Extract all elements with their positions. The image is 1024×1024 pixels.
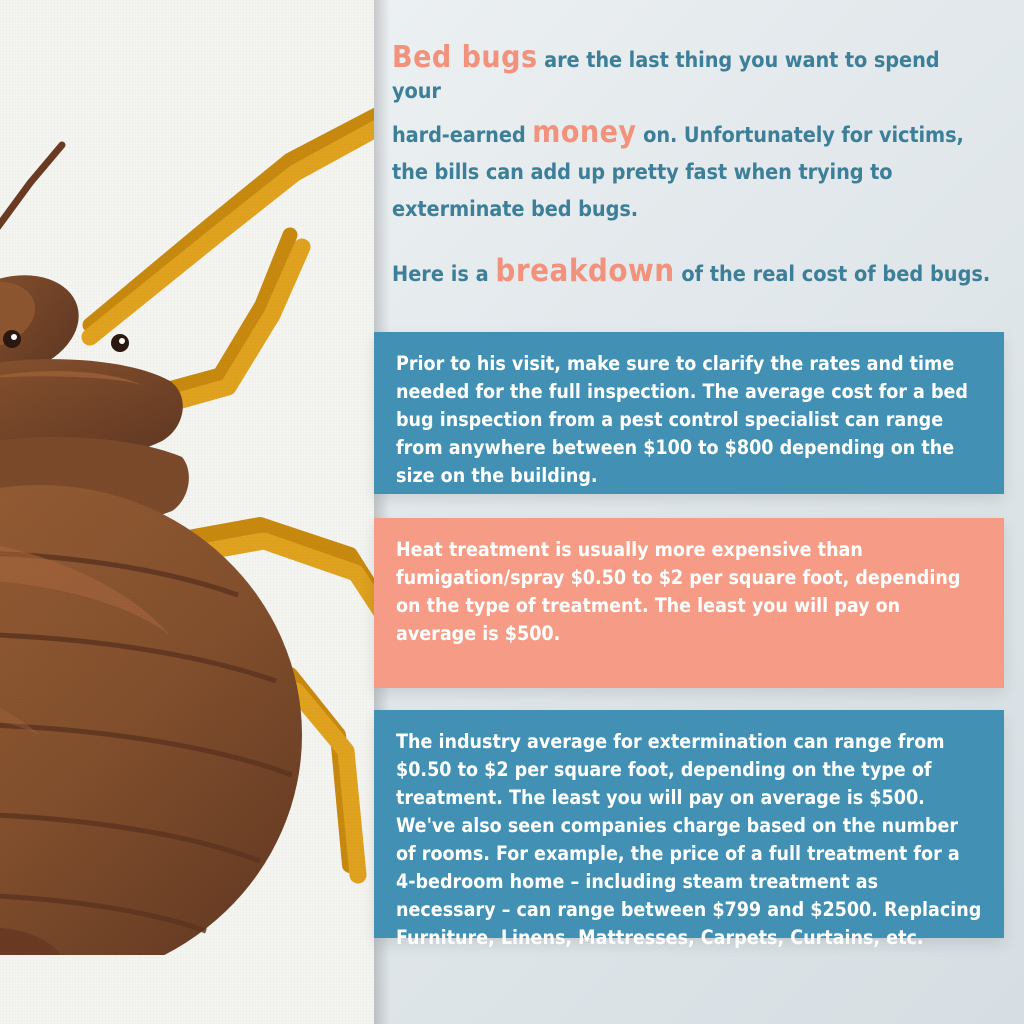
intro-line2-prefix: hard-earned	[392, 123, 533, 148]
extermination-cost-card	[374, 710, 1004, 949]
intro-line-3: the bills can add up pretty fast when trying to	[392, 160, 893, 185]
intro-line-1	[392, 42, 978, 107]
illustration-panel	[0, 0, 374, 1024]
bug-abdomen	[0, 485, 302, 955]
bed-bug-illustration	[0, 75, 374, 955]
breakdown-suffix: of the real cost of bed bugs.	[674, 262, 991, 287]
intro-line-4: exterminate bed bugs.	[392, 197, 638, 222]
breakdown-highlight: breakdown	[495, 253, 675, 289]
inspection-cost-card	[374, 332, 1004, 494]
bug-antennae	[0, 129, 62, 243]
intro-highlight-bedbugs: Bed bugs	[392, 40, 538, 75]
inspection-cost-text: Prior to his visit, make sure to clarify the rates and time needed for the full inspection. The average cost for a bed bug inspection from a pest control specialist can range from anywhere between $100 to $800 depending on the size on the building.	[396, 352, 968, 487]
heat-treatment-cost-card	[374, 518, 1004, 688]
intro-text-1: are the last thing you want to spend your	[392, 48, 940, 104]
breakdown-prefix: Here is a	[392, 262, 496, 287]
breakdown-heading	[392, 253, 992, 290]
intro-highlight-money: money	[532, 115, 637, 150]
intro-paragraph	[392, 42, 978, 231]
extermination-cost-text: The industry average for extermination can range from $0.50 to $2 per square foot, depending on the type of treatment. The least you will pay on average is $500. We've also seen companies charge based on the number of rooms. For example, the price of a full treatment for a 4-bedroom home – including steam treatment as necessary – can range between $799 and $2500. Replacing Furniture, Linens, Mattresses, Carpets, Curtains, etc.	[396, 730, 982, 949]
intro-line2-suffix: on. Unfortunately for victims,	[636, 123, 964, 148]
heat-treatment-cost-text: Heat treatment is usually more expensive than fumigation/spray $0.50 to $2 per square foot, depending on the type of treatment. The least you will pay on average is $500.	[396, 538, 961, 645]
content-column	[392, 0, 1024, 1024]
intro-line-2	[392, 117, 978, 151]
